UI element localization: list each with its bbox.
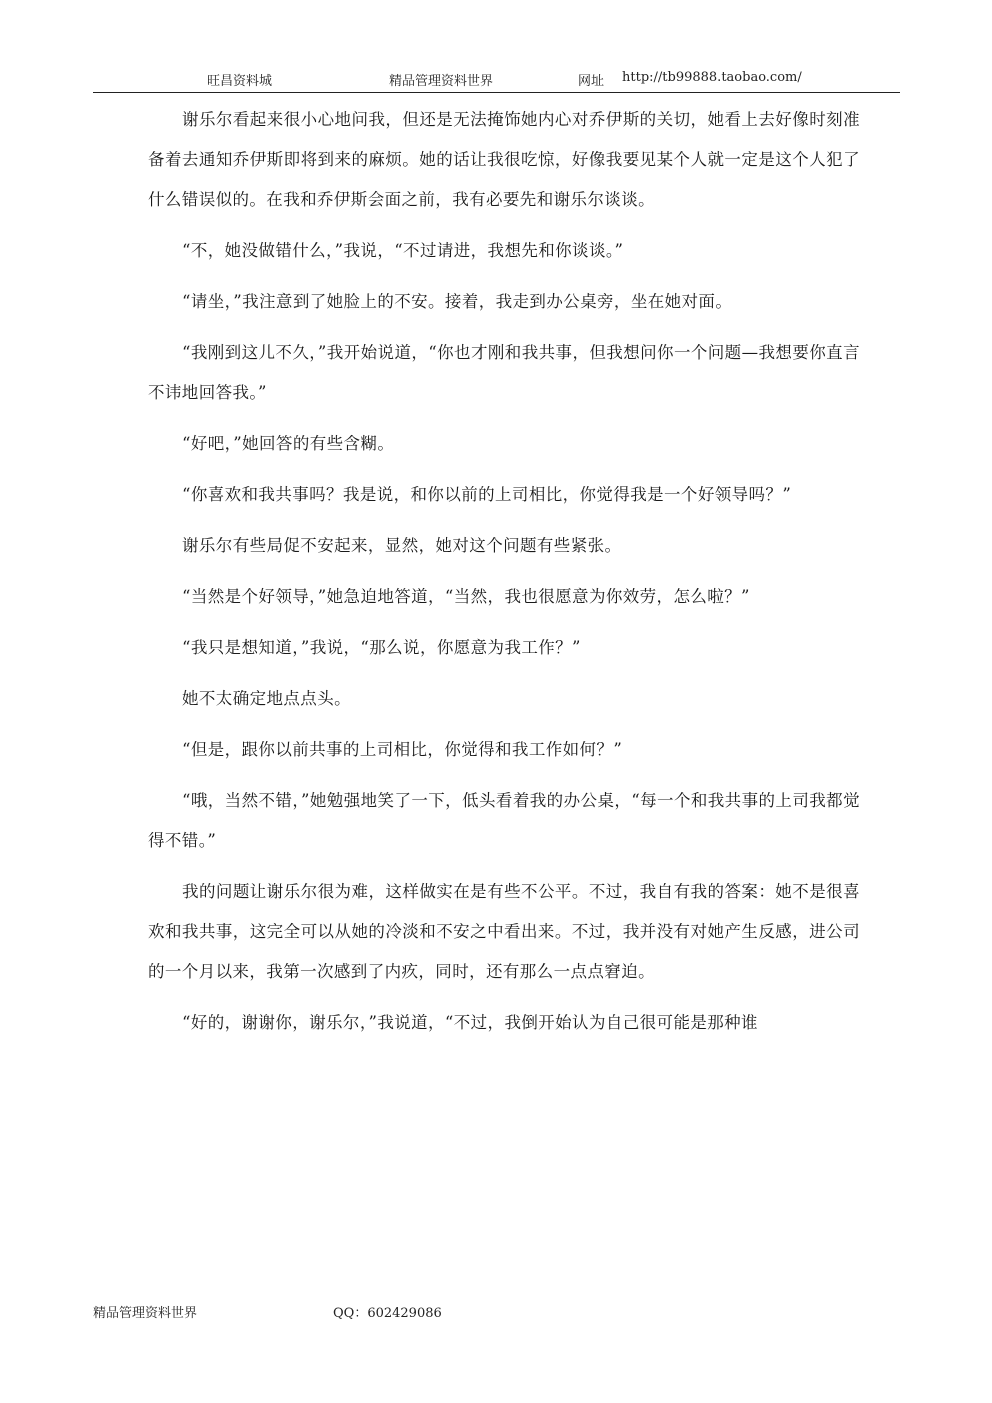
paragraph: 谢乐尔看起来很小心地问我，但还是无法掩饰她内心对乔伊斯的关切，她看上去好像时刻准备着去通知乔伊斯即将到来的麻烦。她的话让我很吃惊，好像我要见某个人就一定是这个人犯了什么错误似的。在我和乔伊斯会面之前，我有必要先和谢乐尔谈谈。 xyxy=(148,110,860,209)
paragraph: “我只是想知道，”我说，“那么说，你愿意为我工作？” xyxy=(182,638,581,657)
paragraph: “请坐，”我注意到了她脸上的不安。接着，我走到办公桌旁，坐在她对面。 xyxy=(182,292,733,311)
paragraph: “但是，跟你以前共事的上司相比，你觉得和我工作如何？” xyxy=(182,740,623,759)
header-site-title: 精品管理资料世界 xyxy=(389,74,494,89)
paragraph: “好的，谢谢你，谢乐尔，”我说道，“不过，我倒开始认为自己很可能是那种谁 xyxy=(182,1013,758,1032)
paragraph: 谢乐尔有些局促不安起来，显然，她对这个问题有些紧张。 xyxy=(182,536,622,555)
footer-qq-contact: QQ：602429086 xyxy=(333,1306,442,1321)
page-footer xyxy=(0,1302,992,1324)
paragraph: 我的问题让谢乐尔很为难，这样做实在是有些不公平。不过，我自有我的答案：她不是很喜欢和我共事，这完全可以从她的冷淡和不安之中看出来。不过，我并没有对她产生反感，进公司的一个月以来，我第一次感到了内疚，同时，还有那么一点点窘迫。 xyxy=(148,882,860,981)
header-shop-name: 旺昌资料城 xyxy=(207,74,273,89)
header-divider xyxy=(93,92,900,93)
header-url: http://tb99888.taobao.com/ xyxy=(622,70,802,85)
document-body xyxy=(148,100,860,1054)
header-url-label: 网址 xyxy=(578,74,605,89)
paragraph: “不，她没做错什么，”我说，“不过请进，我想先和你谈谈。” xyxy=(182,241,624,260)
page-header xyxy=(0,70,992,92)
paragraph: “当然是个好领导，”她急迫地答道，“当然，我也很愿意为你效劳，怎么啦？” xyxy=(182,587,750,606)
paragraph: “你喜欢和我共事吗？我是说，和你以前的上司相比，你觉得我是一个好领导吗？” xyxy=(182,485,792,504)
footer-site-title: 精品管理资料世界 xyxy=(93,1306,198,1321)
paragraph: “我刚到这儿不久，”我开始说道，“你也才刚和我共事，但我想问你一个问题—我想要你直言不讳地回答我。” xyxy=(148,343,860,402)
paragraph: “好吧，”她回答的有些含糊。 xyxy=(182,434,395,453)
paragraph: “哦，当然不错，”她勉强地笑了一下，低头看着我的办公桌，“每一个和我共事的上司我都觉得不错。” xyxy=(148,791,860,850)
paragraph: 她不太确定地点点头。 xyxy=(182,689,351,708)
